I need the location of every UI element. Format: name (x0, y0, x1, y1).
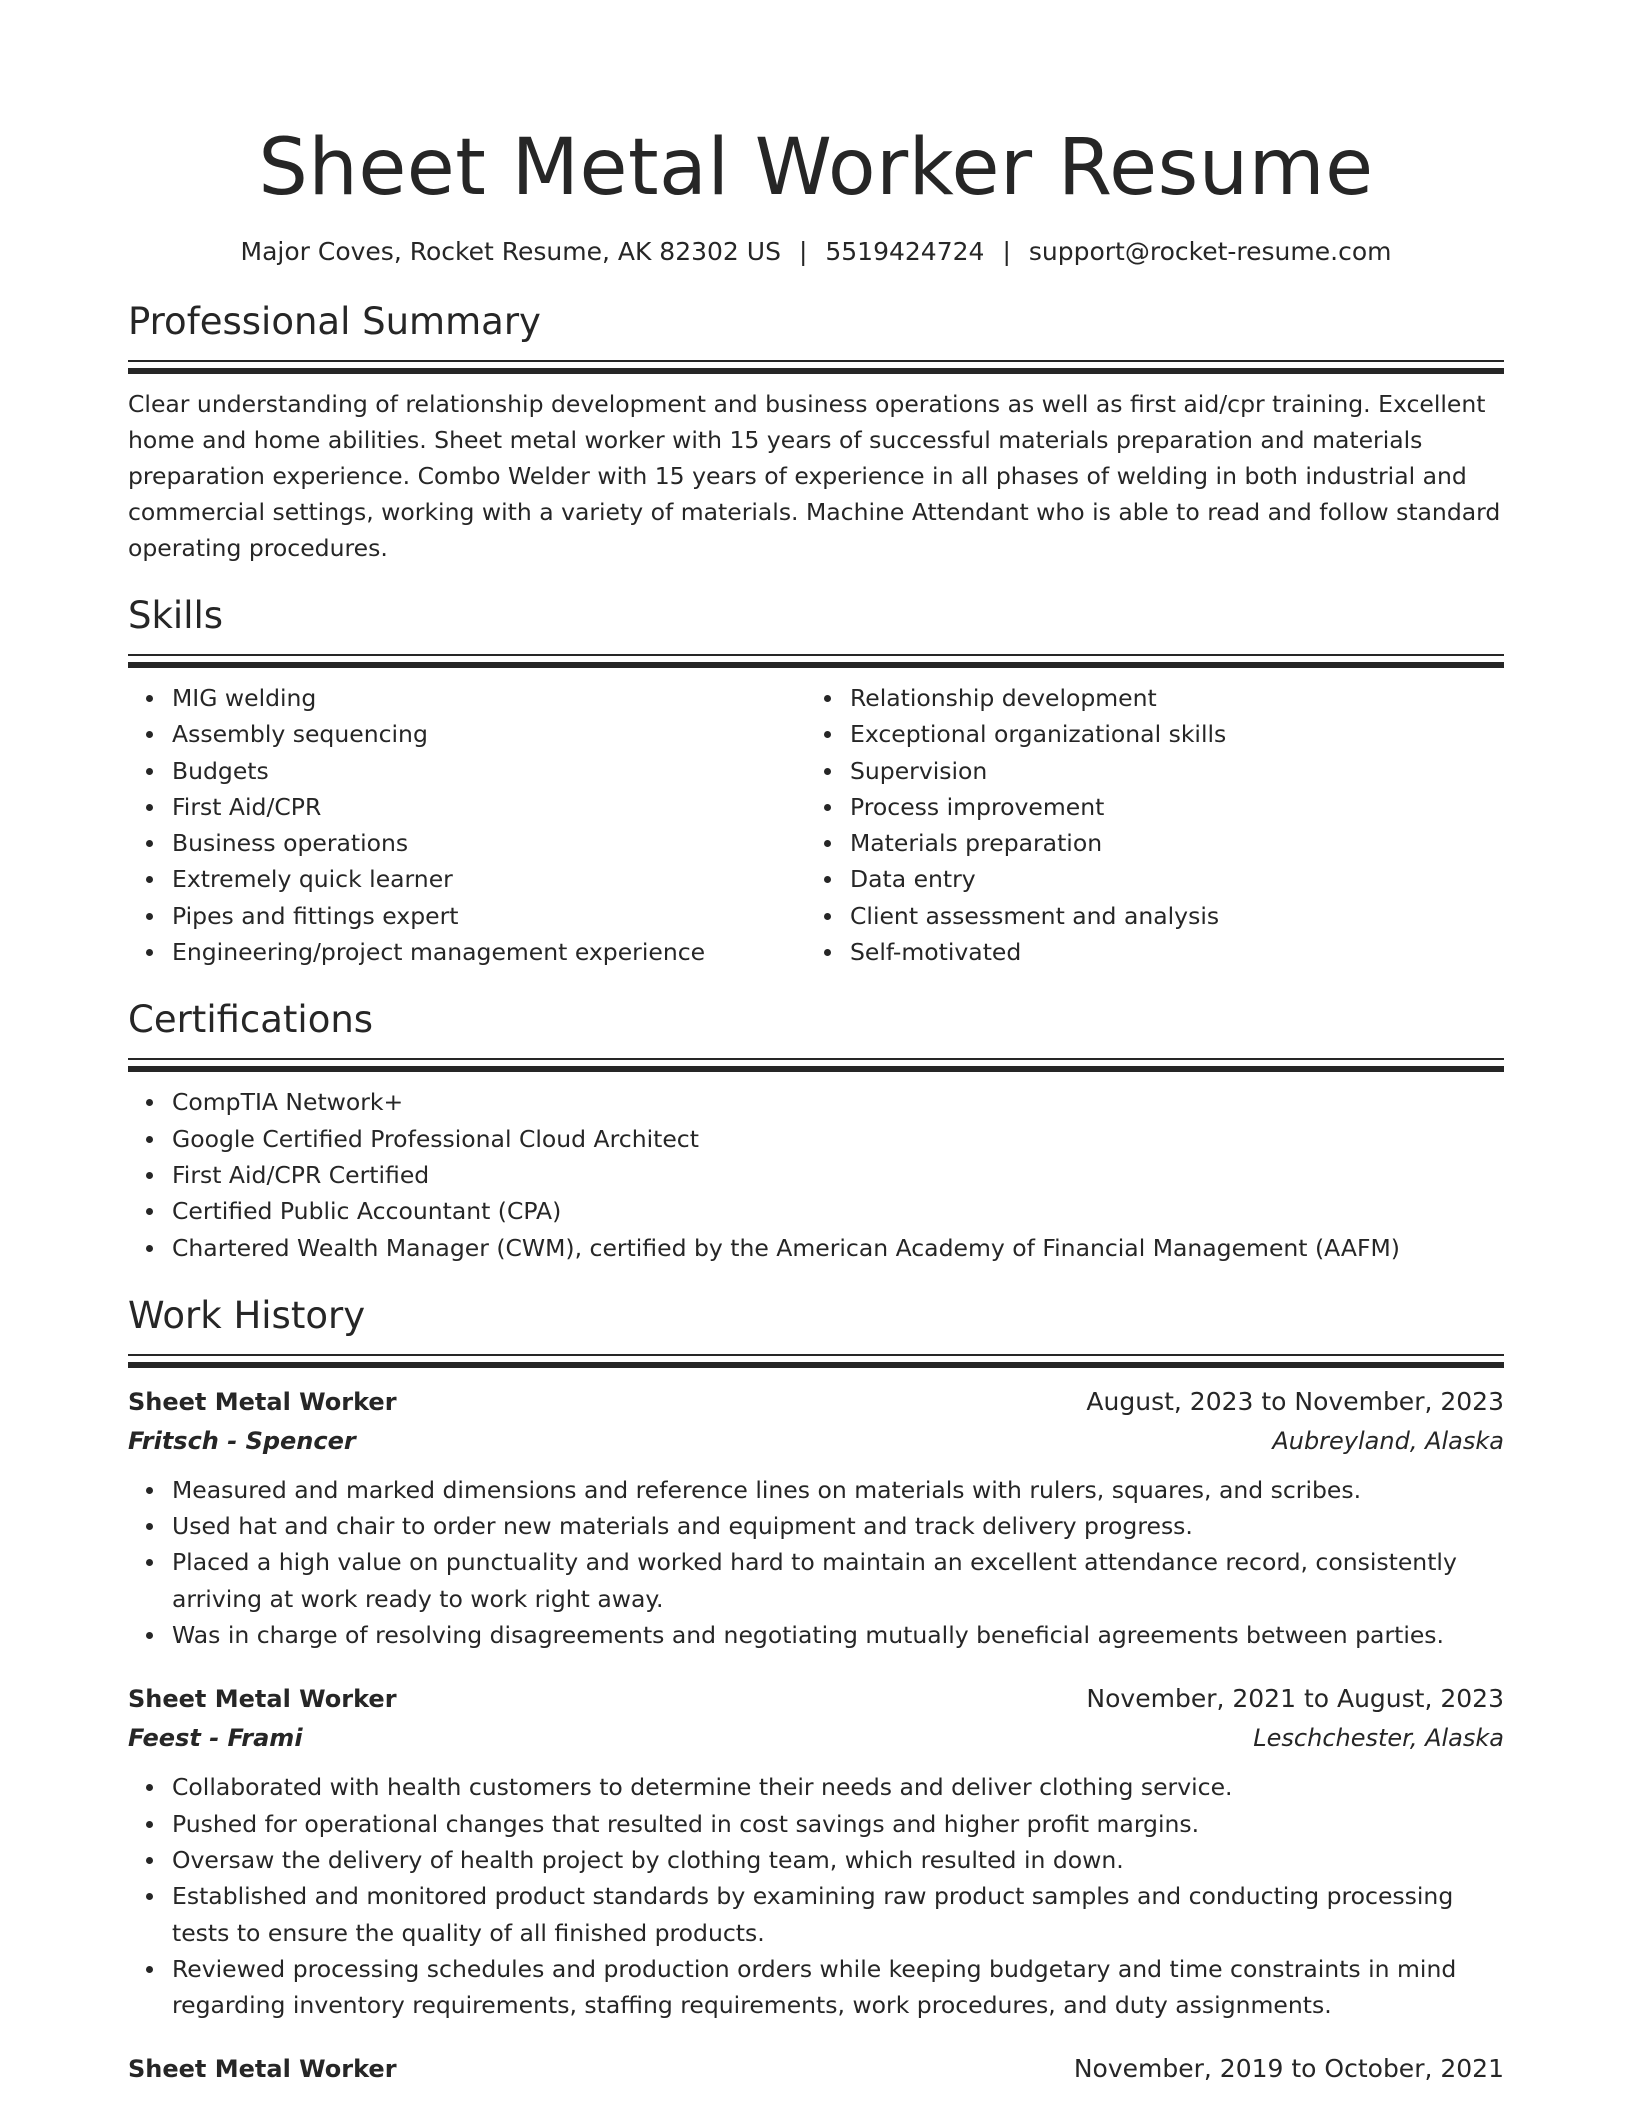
resume-title: Sheet Metal Worker Resume (258, 123, 1374, 213)
skill-item: Engineering/project management experience (172, 934, 806, 970)
certification-item: Certified Public Accountant (CPA) (172, 1193, 1504, 1229)
job-duties (128, 1472, 1504, 1653)
section-divider (128, 1058, 1504, 1072)
certifications-list (128, 1084, 1504, 1265)
skills-section (128, 590, 1504, 970)
job-duty-item: Pushed for operational changes that resulted in cost savings and higher profit margins. (172, 1806, 1504, 1842)
section-divider (128, 654, 1504, 668)
summary-section (128, 296, 1504, 566)
skill-item: Client assessment and analysis (850, 898, 1484, 934)
contact-line (128, 232, 1504, 272)
job-duty-item: Measured and marked dimensions and reference lines on materials with rulers, squares, and scribes. (172, 1472, 1504, 1508)
job-dates: November, 2021 to August, 2023 (1086, 1684, 1504, 1714)
skill-item: Budgets (172, 753, 806, 789)
job-dates: August, 2023 to November, 2023 (1086, 1386, 1504, 1416)
job-entry (128, 2049, 1504, 2089)
job-duty-item: Collaborated with health customers to determine their needs and deliver clothing service. (172, 1769, 1504, 1805)
job-duties (128, 1769, 1504, 2023)
job-entry (128, 1679, 1504, 2023)
job-dates: November, 2019 to October, 2021 (1073, 2054, 1504, 2084)
skill-item: Self-motivated (850, 934, 1484, 970)
summary-text: Clear understanding of relationship development and business operations as well as first aid/cpr training. Excellent home and home abilities. Sheet metal worker with 15 years of successful materials preparation and materials preparation experience. Combo Welder with 15 years of experience in all phases of welding in both industrial and commercial settings, working with a variety of materials. Machine Attendant who is able to read and follow standard operating procedures. (128, 390, 1501, 562)
skills-list-left (128, 680, 806, 970)
work-history-section (128, 1290, 1504, 2090)
skill-item: Materials preparation (850, 825, 1484, 861)
certification-item: First Aid/CPR Certified (172, 1157, 1504, 1193)
skill-item: First Aid/CPR (172, 789, 806, 825)
skill-item: Relationship development (850, 680, 1484, 716)
job-duty-item: Established and monitored product standards by examining raw product samples and conducting processing tests to ensure the quality of all finished products. (172, 1878, 1504, 1951)
job-title: Sheet Metal Worker (128, 1685, 397, 1714)
job-duty-item: Placed a high value on punctuality and worked hard to maintain an excellent attendance record, consistently arriving at work ready to work right away. (172, 1544, 1504, 1617)
job-duty-item: Oversaw the delivery of health project by clothing team, which resulted in down. (172, 1842, 1504, 1878)
job-duty-item: Reviewed processing schedules and production orders while keeping budgetary and time constraints in mind regarding inventory requirements, staffing requirements, work procedures, and duty assignments. (172, 1951, 1504, 2024)
work-history-heading: Work History (128, 1293, 366, 1337)
skill-item: Business operations (172, 825, 806, 861)
certifications-section (128, 994, 1504, 1265)
contact-separator: | (798, 237, 808, 266)
job-title: Sheet Metal Worker (128, 1387, 397, 1416)
contact-separator: | (1002, 237, 1011, 266)
skill-item: MIG welding (172, 680, 806, 716)
job-duty-item: Used hat and chair to order new materials and equipment and track delivery progress. (172, 1508, 1504, 1544)
skill-item: Assembly sequencing (172, 716, 806, 752)
skill-item: Process improvement (850, 789, 1484, 825)
summary-heading: Professional Summary (128, 300, 541, 343)
contact-phone: 5519424724 (825, 237, 985, 266)
certification-item: Google Certified Professional Cloud Architect (172, 1121, 1504, 1157)
skills-heading: Skills (128, 594, 224, 637)
contact-address: Major Coves, Rocket Resume, AK 82302 US (240, 237, 781, 266)
certification-item: CompTIA Network+ (172, 1084, 1504, 1120)
section-divider (128, 1354, 1504, 1368)
job-company: Fritsch - Spencer (128, 1426, 356, 1455)
resume-content (128, 118, 1504, 2089)
skill-item: Exceptional organizational skills (850, 716, 1484, 752)
contact-email: support@rocket-resume.com (1028, 237, 1392, 266)
job-duty-item: Was in charge of resolving disagreements and negotiating mutually beneficial agreements between parties. (172, 1617, 1504, 1653)
certification-item: Chartered Wealth Manager (CWM), certified by the American Academy of Financial Management (AAFM) (172, 1230, 1504, 1266)
skill-item: Extremely quick learner (172, 861, 806, 897)
section-divider (128, 360, 1504, 374)
job-title: Sheet Metal Worker (128, 2055, 397, 2084)
job-entry (128, 1382, 1504, 1653)
skill-item: Pipes and fittings expert (172, 898, 806, 934)
skills-grid (128, 680, 1504, 970)
certifications-heading: Certifications (128, 998, 374, 1042)
skills-list-right (806, 680, 1484, 970)
job-location: Aubreyland, Alaska (1272, 1426, 1504, 1455)
skill-item: Supervision (850, 753, 1484, 789)
job-company: Feest - Frami (128, 1724, 303, 1753)
job-location: Leschchester, Alaska (1253, 1724, 1504, 1753)
skill-item: Data entry (850, 861, 1484, 897)
